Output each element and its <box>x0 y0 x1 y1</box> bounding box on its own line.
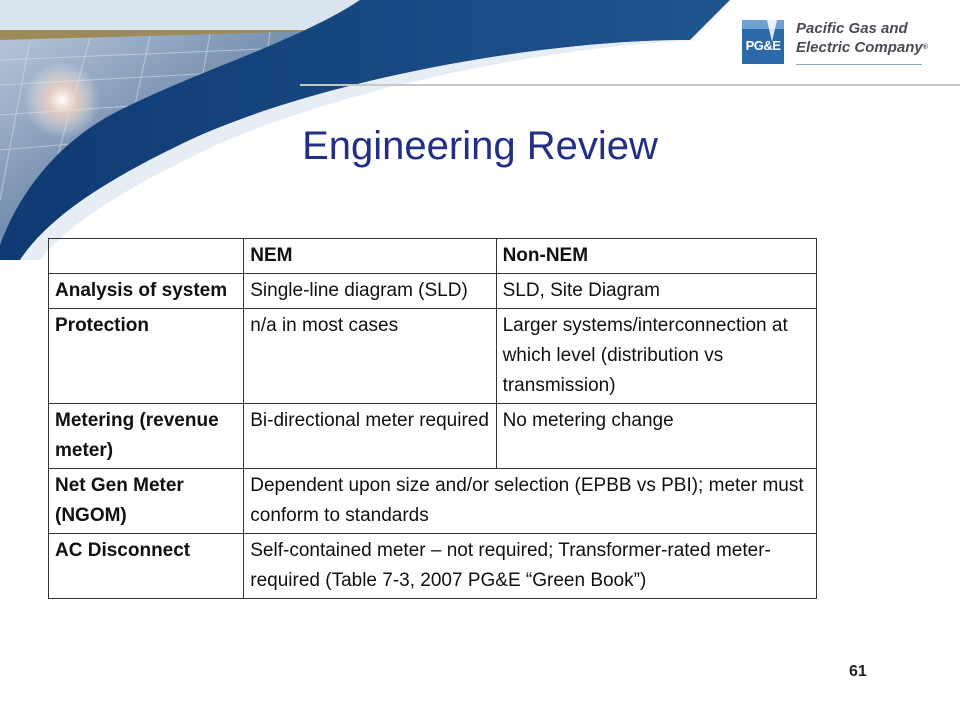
row-label-ac-disconnect: AC Disconnect <box>49 534 244 599</box>
cell-protection-nem: n/a in most cases <box>244 309 496 404</box>
cell-metering-non-nem: No metering change <box>496 404 816 469</box>
cell-net-gen-meter-merged: Dependent upon size and/or selection (EPBB vs PBI); meter must conform to standards <box>244 469 817 534</box>
page-number: 61 <box>849 663 867 680</box>
engineering-review-table <box>48 238 817 599</box>
header-cell-empty <box>49 239 244 274</box>
table-row <box>49 404 817 469</box>
company-name-line1: Pacific Gas and <box>796 20 908 37</box>
table-row <box>49 309 817 404</box>
row-label-net-gen-meter: Net Gen Meter (NGOM) <box>49 469 244 534</box>
row-label-protection: Protection <box>49 309 244 404</box>
company-name-line2-text: Electric Company <box>796 39 923 56</box>
company-name <box>796 19 928 57</box>
pge-logo-icon <box>742 20 784 64</box>
registered-mark: ® <box>922 44 928 51</box>
table-row <box>49 534 817 599</box>
header-cell-non-nem: Non-NEM <box>496 239 816 274</box>
header-cell-nem: NEM <box>244 239 496 274</box>
row-label-metering: Metering (revenue meter) <box>49 404 244 469</box>
table-header-row <box>49 239 817 274</box>
slide-title: Engineering Review <box>302 124 658 168</box>
company-logo <box>742 18 942 68</box>
logo-top-bar <box>742 20 784 29</box>
table-row <box>49 274 817 309</box>
company-underline <box>796 64 922 65</box>
logo-letters: PG&E <box>745 38 781 53</box>
company-name-line2 <box>796 38 928 57</box>
cell-analysis-non-nem: SLD, Site Diagram <box>496 274 816 309</box>
cell-ac-disconnect-merged: Self-contained meter – not required; Transformer-rated meter- required (Table 7-3, 2007 PG&E “Green Book”) <box>244 534 817 599</box>
cell-protection-non-nem: Larger systems/interconnection at which level (distribution vs transmission) <box>496 309 816 404</box>
cell-analysis-nem: Single-line diagram (SLD) <box>244 274 496 309</box>
table-row <box>49 469 817 534</box>
cell-metering-nem: Bi-directional meter required <box>244 404 496 469</box>
row-label-analysis: Analysis of system <box>49 274 244 309</box>
